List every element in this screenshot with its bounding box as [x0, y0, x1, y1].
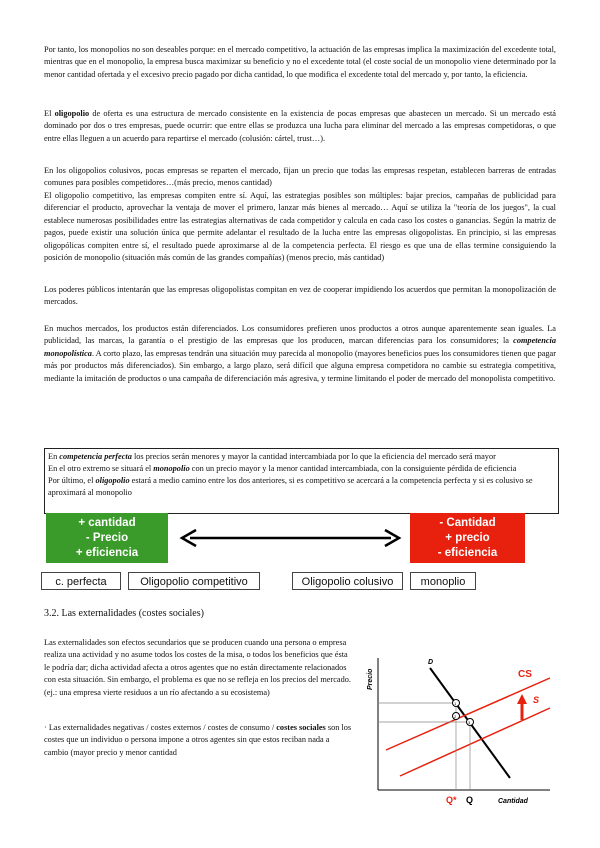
red-box — [410, 513, 525, 563]
costes-sociales-paragraph — [44, 722, 354, 759]
label-c-perfecta: c. perfecta — [41, 572, 121, 590]
green-line-2: - Precio — [85, 532, 129, 544]
intro-paragraph: Por tanto, los monopolios no son deseables porque: en el mercado competitivo, la actuación de las empresas implica la maximización del excedente total, mientras que en el monopolio, la empresa busca maximizar su beneficio y no el excedente total (el coste social de un monopolio viene determinado por la menor cantidad ofertada y el excesivo precio pagado por dicha cantidad, lo que modifica el excedente total del mercado y, por tanto, la eficiencia. — [44, 45, 556, 79]
monopolistica-paragraph — [44, 323, 556, 385]
ext2-post: son los costes que un individuo o persona impone a otros agentes sin que estos reciban nada a cambio (mayor precio y menor cantidad — [44, 723, 352, 757]
box-l2-pre: En el otro extremo se situará el — [48, 464, 154, 473]
point-1-label: 1 — [454, 701, 457, 706]
box-line-3 — [48, 475, 555, 499]
monopolistica-term: competencia monopolística — [44, 336, 556, 358]
red-line-2: + precio — [445, 532, 490, 544]
oligopolio-term: oligopolio — [54, 109, 90, 118]
green-line-3: + eficiencia — [75, 547, 139, 559]
oligopolio-pre: El — [44, 109, 55, 118]
green-line-1: + cantidad — [78, 517, 136, 529]
externalidades-paragraph: Las externalidades son efectos secundarios que se producen cuando una persona o empresa realiza una actividad y no asume todos los costes de la misa, o todos los beneficios que ésta le podría dar; dicha actividad afecta a otros agentes que no están directamente relacionados con esta situación. Sin embargo, el problema es que no se refleja en los precios del mercado. (ej.: una empresa vierte residuos a un río afectando a su ecosistema) — [44, 638, 351, 697]
q-star-label: Q* — [446, 795, 457, 805]
ext2-pre: · Las externalidades negativas / costes externos / costes de consumo / — [44, 723, 277, 732]
colusivos-paragraph: En los oligopolios colusivos, pocas empresas se reparten el mercado, fijan un precio que todas las empresas respetan, establecen barreras de entradas comunes para posibles competidores…(más precio, menos cantidad) — [44, 166, 556, 188]
red-line-3: - eficiencia — [437, 547, 498, 559]
x-axis-label: Cantidad — [498, 798, 528, 805]
box-l1-term: competencia perfecta — [59, 452, 132, 461]
poderes-paragraph: Los poderes públicos intentarán que las empresas oligopolistas compitan en vez de cooperar impidiendo los acuerdos que permitan la monopolización de mercados. — [44, 285, 556, 307]
demand-label: D — [428, 659, 434, 666]
green-box — [46, 513, 168, 563]
box-line-1 — [48, 451, 555, 463]
oligopolio-paragraph — [44, 108, 556, 145]
box-l2-post: con un precio mayor y la menor cantidad intercambiada, con la consiguiente pérdida de eficiencia — [189, 464, 517, 473]
box-l2-term: monopolio — [153, 464, 190, 473]
summary-box — [44, 448, 559, 514]
externality-graph — [360, 650, 560, 810]
box-l1-post: los precios serán menores y mayor la cantidad intercambiada por lo que la eficiencia del mercado será mayor — [131, 452, 496, 461]
box-l3-post: estará a medio camino entre los dos anteriores, si es competitivo se acercará a la competencia perfecta y si es colusivo se aproximará al monopolio — [48, 476, 533, 497]
up-arrow-head-icon — [517, 694, 527, 704]
label-oligopolio-competitivo: Oligopolio competitivo — [128, 572, 260, 590]
box-l3-pre: Por último, el — [48, 476, 96, 485]
oligopolio-text: de oferta es una estructura de mercado consistente en la existencia de pocas empresas que abastecen un mercado. Si un mercado está dominado por dos o tres empresas, puede ocurrir: que entre ellas se produzca una lucha para eliminar del mercado a las empresas competidoras, o que entre ellas lleguen a un acuerdo para repartirse el mercado (colusión: cártel, trust…). — [44, 109, 556, 143]
box-l1-pre: En — [48, 452, 60, 461]
point-3-label: 3 — [468, 720, 471, 725]
y-axis-label: Precio — [367, 668, 374, 690]
cs-curve — [386, 678, 550, 750]
s-label: S — [533, 695, 540, 705]
box-l3-term: oligopolio — [95, 476, 130, 485]
label-monopolio: monoplio — [410, 572, 476, 590]
red-line-1: - Cantidad — [439, 517, 496, 529]
monopolistica-post: . A corto plazo, las empresas tendrán una situación muy parecida al monopolio (mayores beneficios pues los consumidores tienen que pagar más por productos más diferenciados). Sin embargo, a largo plazo, será difícil que alguna empresa competidora no cambie su estrategia competitiva, mediante la imitación de productos o una campaña de diferenciación más agresiva, y termine limitando el poder de mercado del monopolista competitivo. — [44, 348, 556, 383]
point-2-label: 2 — [454, 714, 457, 719]
ext2-term: costes sociales — [276, 723, 326, 732]
section-title: 3.2. Las externalidades (costes sociales) — [44, 608, 204, 619]
label-oligopolio-colusivo: Oligopolio colusivo — [292, 572, 403, 590]
double-arrow-icon — [178, 527, 403, 549]
box-line-2 — [48, 463, 555, 475]
monopolistica-pre: En muchos mercados, los productos están diferenciados. Los consumidores prefieren unos productos a otros aunque aparentemente sean iguales. La publicidad, las marcas, la garantía o el prestigio de las empresas que los producen, marcan diferencias para los consumidores; la — [44, 324, 556, 346]
q-label: Q — [466, 795, 474, 805]
competitivo-paragraph: El oligopolio competitivo, las empresas compiten entre sí. Aquí, las estrategias posibles son múltiples: bajar precios, campañas de publicidad para diferenciar el producto, aprovechar la ventaja de mover el primero, lanzar más bienes al mercado… Aquí se utiliza la "teoría de los juegos", la cual establece numerosas posibilidades entre las estrategias alternativas de cada competidor y calcula en cada caso los costes o ganancias. Según la matriz de pagos, puede existir una solución única que permite adelantar el resultado de la lucha entre las empresas oligopolistas. En principio, si las empresas oligopólicas compiten entre sí, el resultado puede aproximarse al de la competencia perfecta. El riesgo es que una de ellas termine consiguiendo la posición de monopolio (situación más común de las grandes compañías) (menos precio, más cantidad) — [44, 191, 556, 263]
cs-label: CS — [518, 669, 532, 680]
s-curve — [400, 708, 550, 776]
